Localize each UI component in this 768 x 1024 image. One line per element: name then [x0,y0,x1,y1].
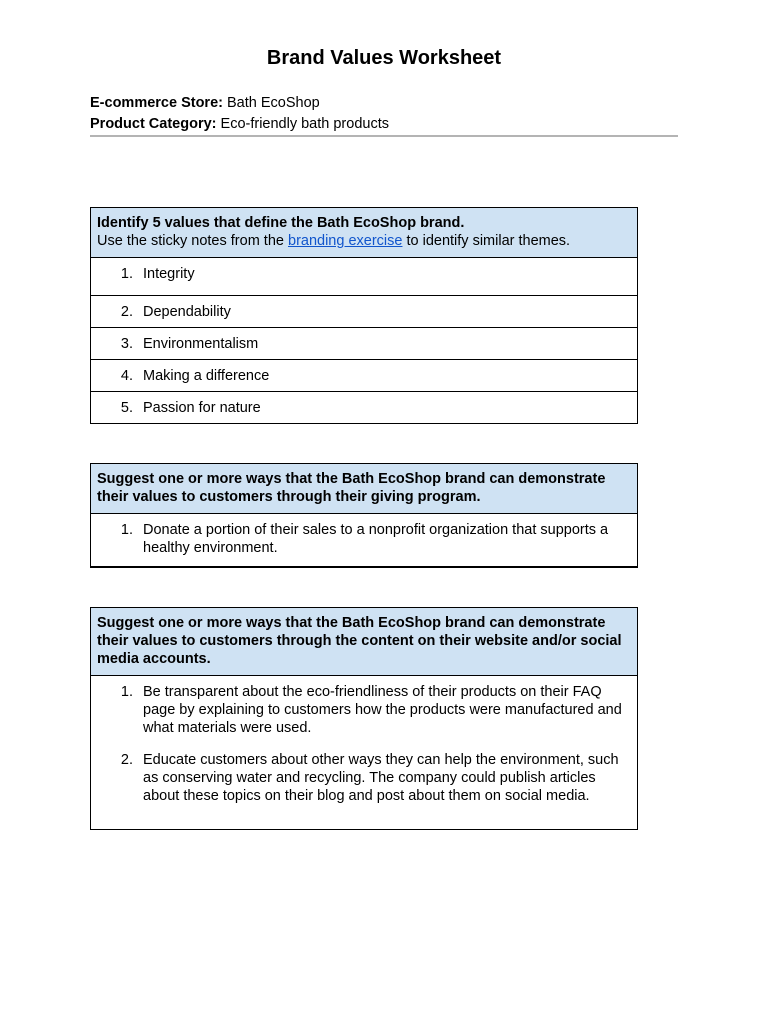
list-number: 1. [120,522,133,538]
values-table-header [91,208,637,258]
category-value: Eco-friendly bath products [220,116,389,132]
values-table [90,207,638,424]
content-table-header [91,608,637,676]
content-table [90,607,638,830]
giving-heading: Suggest one or more ways that the Bath EcoShop brand can demonstrate their values to customers through their giving program. [97,471,606,505]
list-number: 3. [120,336,133,352]
list-number: 2. [120,304,133,320]
value-row [91,296,637,328]
giving-table [90,463,638,568]
list-number: 5. [120,400,133,416]
instruction-before: Use the sticky notes from the [97,233,288,249]
store-label: E-commerce Store: [90,95,223,111]
giving-text: Donate a portion of their sales to a nonprofit organization that supports a healthy environment. [143,522,609,556]
list-number: 1. [120,684,133,700]
giving-row [91,514,637,566]
giving-table-header [91,464,637,514]
content-row [91,737,637,805]
values-instruction [97,233,570,249]
value-text: Environmentalism [143,336,259,352]
value-row [91,328,637,360]
value-row [91,392,637,424]
content-text: Educate customers about other ways they can help the environment, such as conserving water and recycling. The company could publish articles about these topics on their blog and post about them on social media. [143,752,619,804]
header-divider [90,135,678,137]
value-text: Making a difference [143,368,270,384]
instruction-after: to identify similar themes. [402,233,571,249]
content-text: Be transparent about the eco-friendliness of their products on their FAQ page by explaining to customers how the products were manufactured and what materials were used. [143,684,622,736]
content-heading: Suggest one or more ways that the Bath EcoShop brand can demonstrate their values to customers through the content on their website and/or social media accounts. [97,615,622,667]
list-number: 1. [120,266,133,282]
page-title: Brand Values Worksheet [266,47,502,69]
value-text: Dependability [143,304,231,320]
store-line [90,94,678,112]
list-number: 2. [120,752,133,768]
values-heading: Identify 5 values that define the Bath EcoShop brand. [97,215,465,231]
store-value: Bath EcoShop [227,95,320,111]
branding-exercise-link[interactable]: branding exercise [288,233,403,249]
value-row [91,258,637,296]
content-row [91,676,637,737]
value-text: Passion for nature [143,400,261,416]
value-text: Integrity [143,266,195,282]
value-row [91,360,637,392]
list-number: 4. [120,368,133,384]
category-line [90,115,678,133]
category-label: Product Category: [90,116,217,132]
